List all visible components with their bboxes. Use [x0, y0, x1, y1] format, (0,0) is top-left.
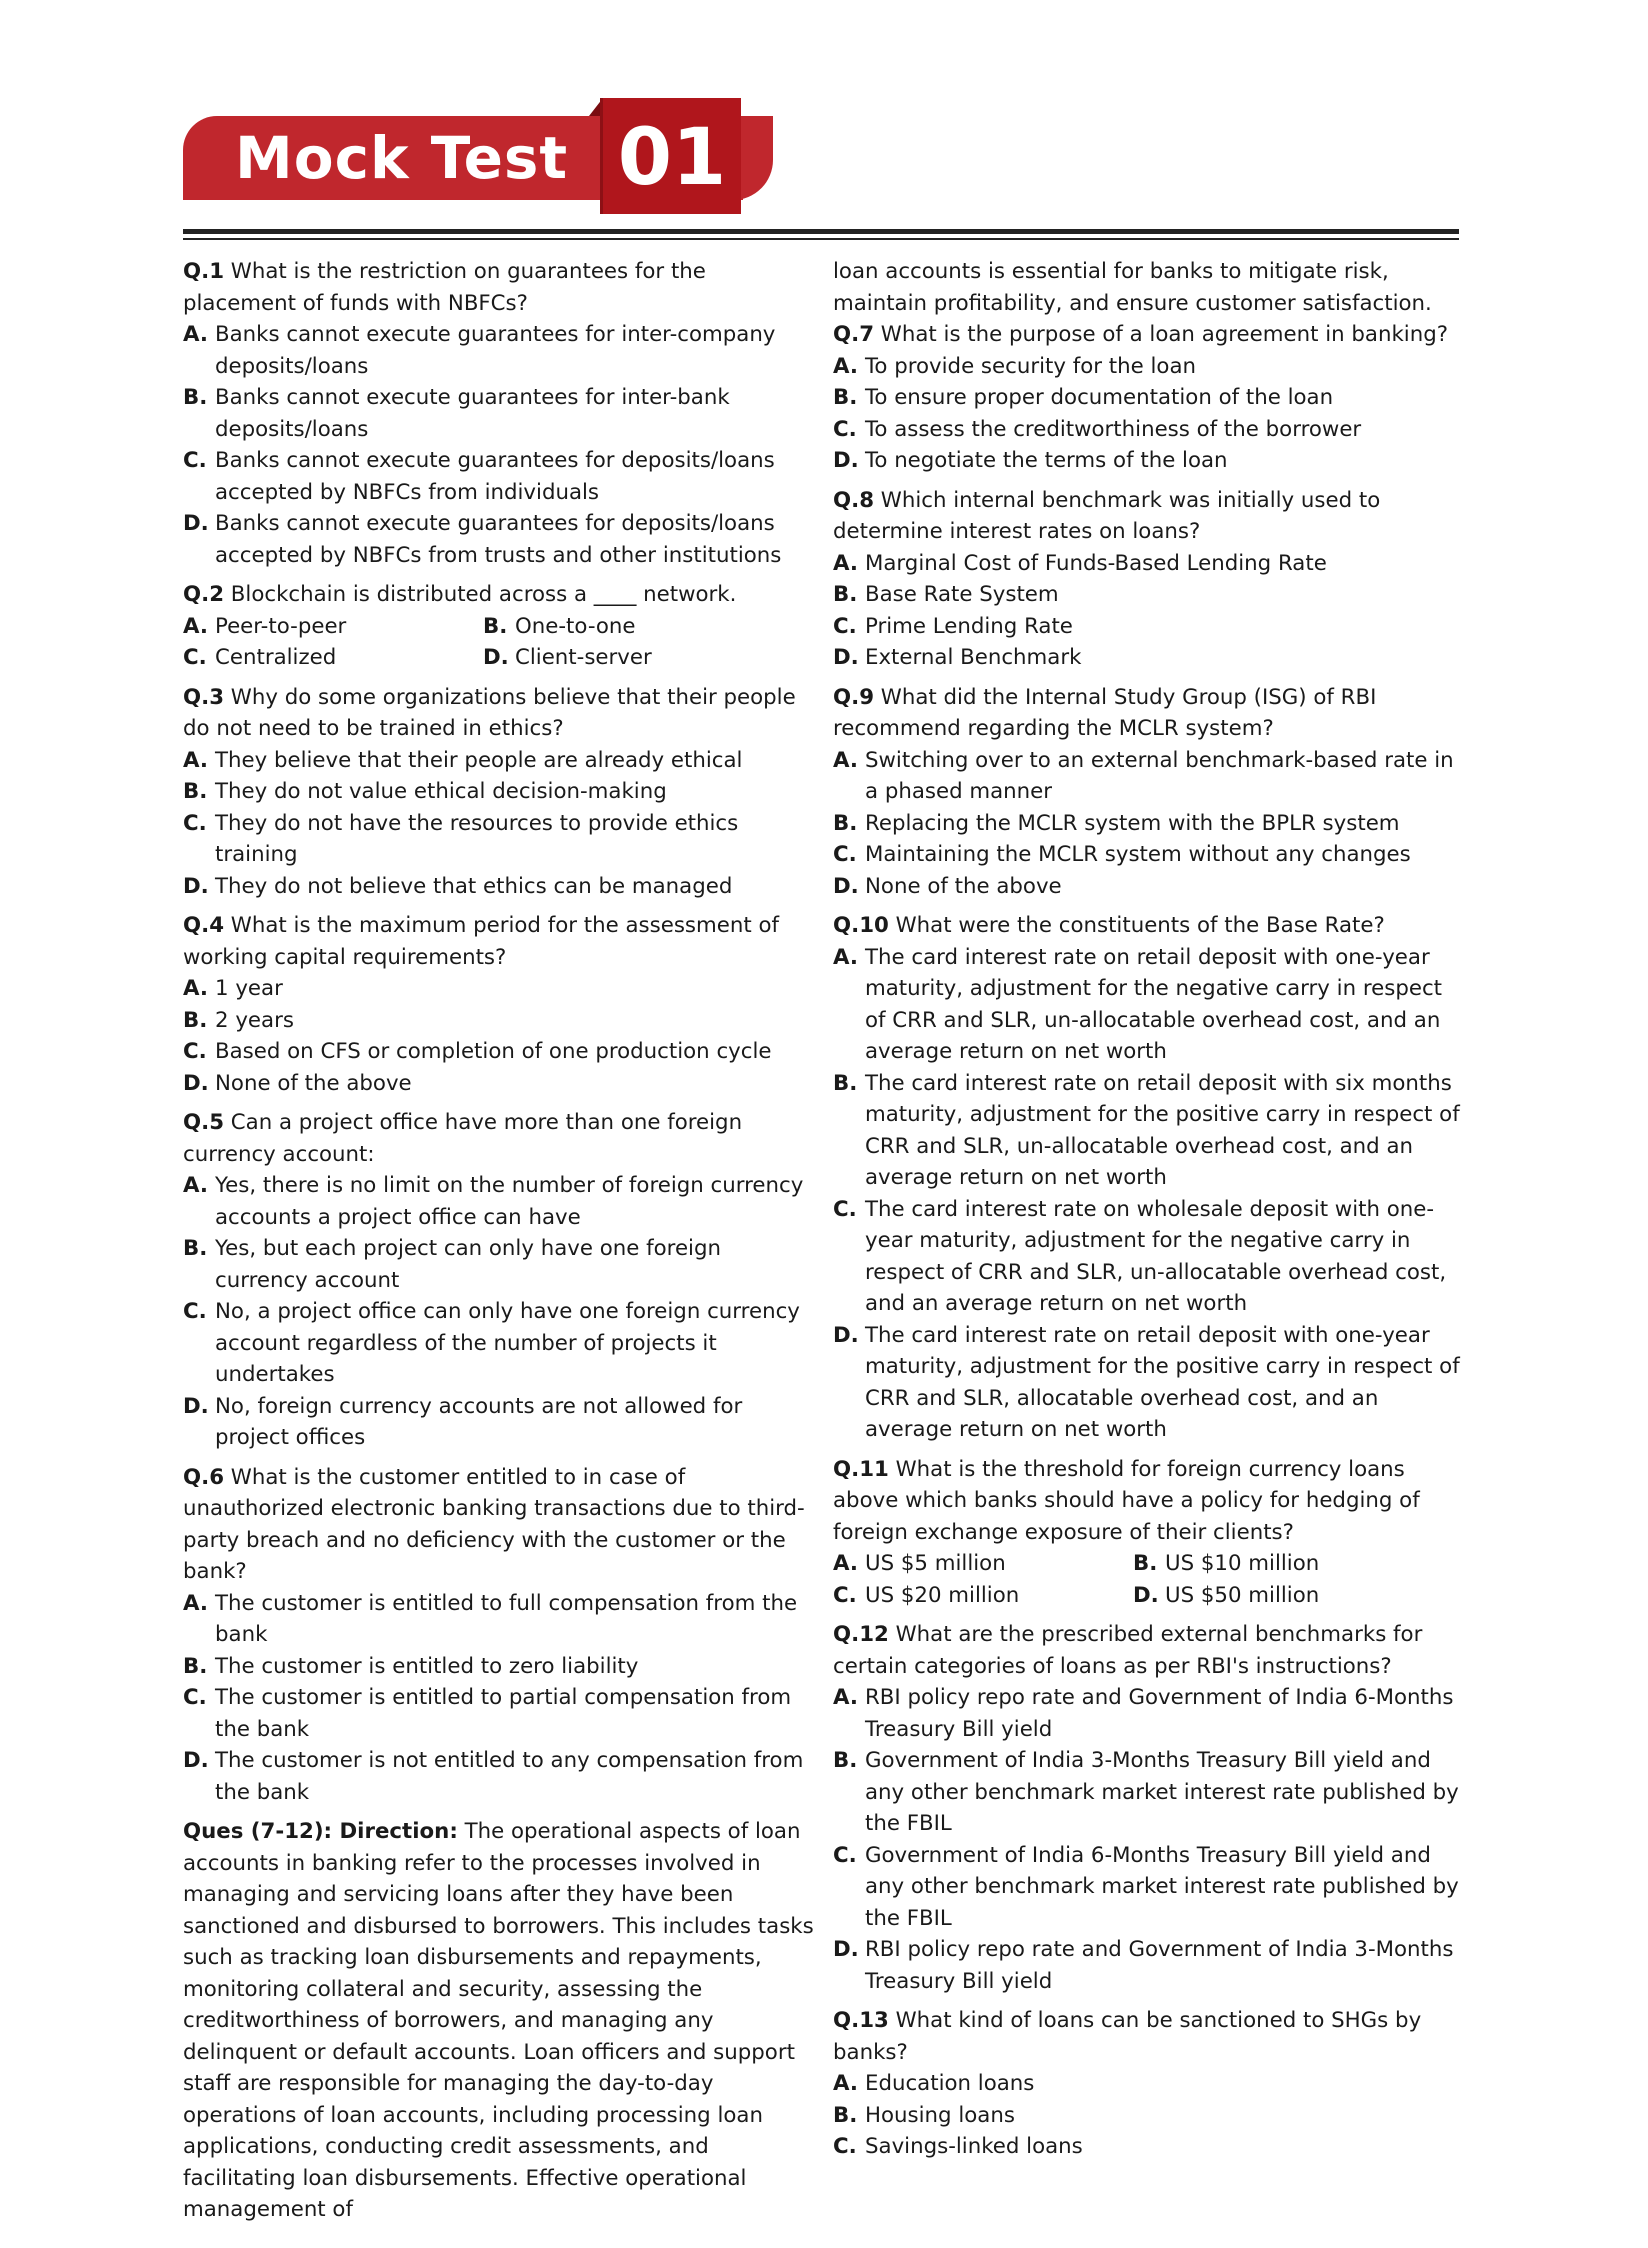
option-a: A. Peer-to-peer: [183, 613, 347, 639]
option-c: C. The card interest rate on wholesale deposit with one-year maturity, adjustment for the negative carry in respect of CRR and SLR, un-allocatable overhead cost, and an average return on net worth: [833, 1196, 1447, 1316]
question-text: Can a project office have more than one foreign currency account:: [183, 1110, 743, 1167]
option-c: C. The customer is entitled to partial compensation from the bank: [183, 1685, 792, 1742]
option-c: C. Based on CFS or completion of one production cycle: [183, 1039, 772, 1064]
question-number: Q.9: [833, 684, 875, 710]
question-text: What is the threshold for foreign currency loans above which banks should have a policy for hedging of foreign exchange exposure of their clients?: [833, 1456, 1420, 1545]
question-text: What is the restriction on guarantees for the placement of funds with NBFCs?: [183, 259, 706, 316]
option-a: A. Banks cannot execute guarantees for inter-company deposits/loans: [183, 322, 776, 379]
option-a: A. The customer is entitled to full compensation from the bank: [183, 1590, 798, 1647]
question-3: [183, 682, 819, 903]
question-number: Q.12: [833, 1622, 889, 1647]
option-d: D. None of the above: [183, 1070, 412, 1096]
question-number: Q.13: [833, 2008, 889, 2033]
direction-passage-continued: loan accounts is essential for banks to mitigate risk, maintain profitability, and ensure customer satisfaction.: [833, 259, 1432, 316]
option-a: A. Marginal Cost of Funds-Based Lending Rate: [833, 550, 1327, 576]
option-b: B. They do not value ethical decision-making: [183, 779, 667, 804]
option-b: B. US $10 million: [1133, 1551, 1320, 1576]
option-b: B. Yes, but each project can only have one foreign currency account: [183, 1236, 721, 1293]
option-d: D. Banks cannot execute guarantees for deposits/loans accepted by NBFCs from trusts and other institutions: [183, 511, 782, 568]
question-9: [833, 682, 1463, 903]
question-5: [183, 1107, 819, 1454]
option-d: D. External Benchmark: [833, 645, 1082, 670]
question-text: What did the Internal Study Group (ISG) of RBI recommend regarding the MCLR system?: [833, 684, 1377, 741]
right-column: [833, 256, 1463, 2171]
option-a: A. Education loans: [833, 2071, 1035, 2096]
option-c: C. Prime Lending Rate: [833, 613, 1073, 639]
options-grid: [833, 1548, 1463, 1611]
question-4: [183, 910, 819, 1099]
question-text: Which internal benchmark was initially used to determine interest rates on loans?: [833, 487, 1381, 544]
question-text: What kind of loans can be sanctioned to SHGs by banks?: [833, 2008, 1422, 2065]
left-column: [183, 256, 819, 2226]
option-b: B. Replacing the MCLR system with the BPLR system: [833, 810, 1400, 836]
option-d: D. They do not believe that ethics can be managed: [183, 873, 733, 899]
option-a: A. The card interest rate on retail deposit with one-year maturity, adjustment for the negative carry in respect of CRR and SLR, un-allocatable overhead cost, and an average return on net worth: [833, 944, 1443, 1064]
option-d: D. To negotiate the terms of the loan: [833, 448, 1228, 473]
option-d: D. US $50 million: [1133, 1582, 1320, 1608]
option-b: B. To ensure proper documentation of the loan: [833, 385, 1334, 410]
option-b: B. Base Rate System: [833, 582, 1059, 607]
option-d: D. None of the above: [833, 873, 1062, 899]
option-c: C. Government of India 6-Months Treasury Bill yield and any other benchmark market interest rate published by the FBIL: [833, 1842, 1459, 1931]
question-text: What are the prescribed external benchmarks for certain categories of loans as per RBI's instructions?: [833, 1622, 1423, 1679]
option-c: C. US $20 million: [833, 1582, 1020, 1608]
option-d: D. The customer is not entitled to any compensation from the bank: [183, 1748, 804, 1805]
direction-text: The operational aspects of loan accounts in banking refer to the processes involved in managing and servicing loans after they have been sanctioned and disbursed to borrowers. This includes tasks such as tracking loan disbursements and repayments, monitoring collateral and security, assessing the creditworthiness of borrowers, and managing any delinquent or default accounts. Loan officers and support staff are responsible for managing the day-to-day operations of loan accounts, including processing loan applications, conducting credit assessments, and facilitating loan disbursements. Effective operational management of: [183, 1819, 814, 2222]
question-text: What were the constituents of the Base Rate?: [895, 913, 1385, 938]
option-a: A. RBI policy repo rate and Government of India 6-Months Treasury Bill yield: [833, 1685, 1454, 1742]
test-number: 01: [617, 113, 727, 203]
option-b: B. The customer is entitled to zero liability: [183, 1653, 639, 1679]
direction-passage: [183, 1816, 819, 2226]
question-6: [183, 1462, 819, 1809]
options-grid: [183, 611, 819, 674]
question-12: [833, 1619, 1463, 1997]
question-8: [833, 485, 1463, 674]
question-13: [833, 2005, 1463, 2163]
option-d: D. The card interest rate on retail deposit with one-year maturity, adjustment for the positive carry in respect of CRR and SLR, allocatable overhead cost, and an average return on net worth: [833, 1322, 1460, 1442]
question-number: Q.3: [183, 684, 225, 710]
question-number: Q.7: [833, 322, 875, 347]
question-10: [833, 910, 1463, 1446]
question-number: Q.2: [183, 582, 225, 607]
option-a: A. Yes, there is no limit on the number of foreign currency accounts a project office can have: [183, 1173, 804, 1230]
option-d: D. No, foreign currency accounts are not allowed for project offices: [183, 1393, 743, 1450]
option-d: D. RBI policy repo rate and Government of India 3-Months Treasury Bill yield: [833, 1937, 1454, 1994]
question-11: [833, 1454, 1463, 1612]
option-a: A. To provide security for the loan: [833, 353, 1197, 379]
option-b: B. 2 years: [183, 1007, 294, 1033]
question-text: Blockchain is distributed across a ____ network.: [230, 582, 737, 607]
direction-label: Ques (7-12): Direction:: [183, 1819, 458, 1844]
option-c: C. Centralized: [183, 645, 337, 670]
question-1: [183, 256, 819, 571]
question-2: [183, 579, 819, 674]
question-number: Q.1: [183, 259, 225, 284]
question-number: Q.10: [833, 913, 889, 938]
option-c: C. Banks cannot execute guarantees for deposits/loans accepted by NBFCs from individuals: [183, 448, 775, 505]
question-text: What is the maximum period for the assessment of working capital requirements?: [183, 913, 780, 970]
option-c: C. Savings-linked loans: [833, 2134, 1083, 2159]
question-text: What is the customer entitled to in case of unauthorized electronic banking transactions due to third-party breach and no deficiency with the customer or the bank?: [183, 1464, 805, 1584]
option-b: B. One-to-one: [483, 613, 636, 639]
option-c: C. They do not have the resources to provide ethics training: [183, 810, 739, 867]
mock-test-banner: [183, 98, 793, 216]
page-title: Mock Test: [235, 124, 569, 192]
option-b: B. Housing loans: [833, 2102, 1015, 2128]
header-rule-thick: [183, 229, 1459, 234]
option-c: C. Maintaining the MCLR system without any changes: [833, 842, 1411, 867]
question-number: Q.6: [183, 1464, 225, 1490]
header-rule-thin: [183, 238, 1459, 240]
question-text: Why do some organizations believe that their people do not need to be trained in ethics?: [183, 684, 796, 741]
option-c: C. To assess the creditworthiness of the borrower: [833, 416, 1362, 442]
option-a: A. They believe that their people are already ethical: [183, 747, 743, 773]
option-a: A. Switching over to an external benchmark-based rate in a phased manner: [833, 747, 1454, 804]
question-number: Q.4: [183, 913, 225, 938]
option-b: B. Government of India 3-Months Treasury Bill yield and any other benchmark market interest rate published by the FBIL: [833, 1748, 1459, 1836]
question-text: What is the purpose of a loan agreement in banking?: [880, 322, 1449, 347]
option-b: B. Banks cannot execute guarantees for inter-bank deposits/loans: [183, 385, 730, 442]
question-number: Q.11: [833, 1456, 889, 1482]
option-a: A. US $5 million: [833, 1551, 1006, 1576]
option-d: D. Client-server: [483, 645, 652, 670]
banner-fold: [589, 98, 603, 116]
question-7: [833, 319, 1463, 477]
option-c: C. No, a project office can only have one foreign currency account regardless of the number of projects it undertakes: [183, 1299, 800, 1387]
question-number: Q.5: [183, 1110, 225, 1135]
option-a: A. 1 year: [183, 976, 283, 1001]
option-b: B. The card interest rate on retail deposit with six months maturity, adjustment for the positive carry in respect of CRR and SLR, un-allocatable overhead cost, and an average return on net worth: [833, 1070, 1460, 1190]
question-number: Q.8: [833, 487, 875, 513]
